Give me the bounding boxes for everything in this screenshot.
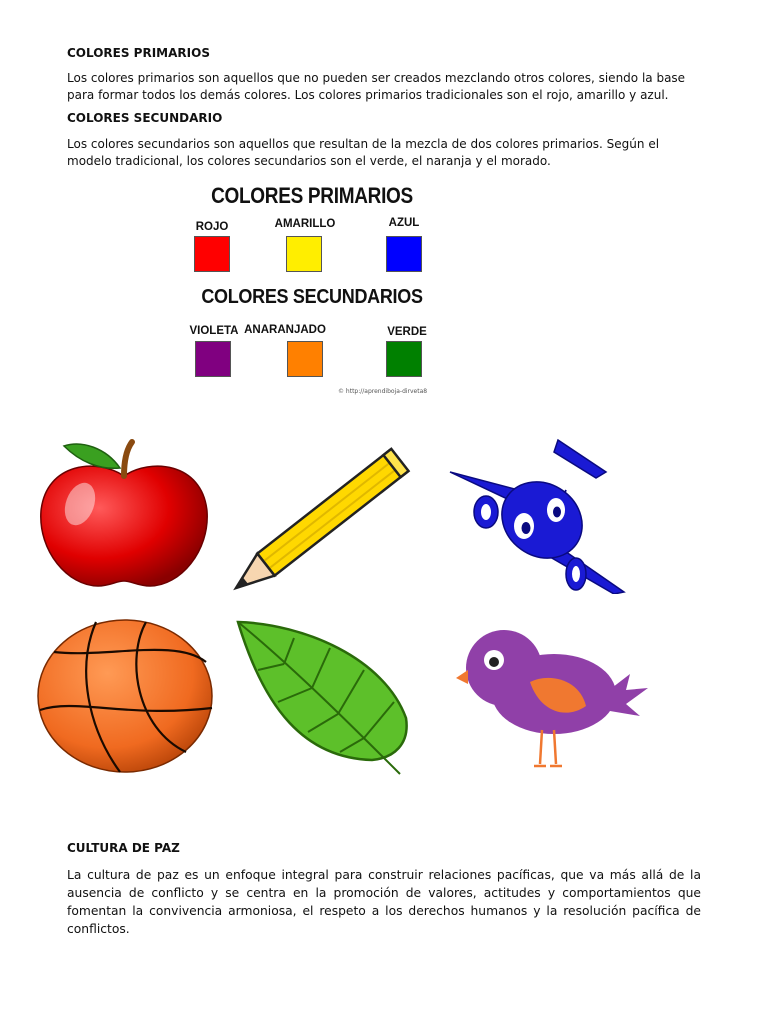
paragraph-colores-secundario: Los colores secundarios son aquellos que resultan de la mezcla de dos colores primarios. Según el modelo tradicional, los colores secundarios son el verde, el naranja y el morado. [67,137,660,168]
paragraph-colores-primarios: Los colores primarios son aquellos que no pueden ser creados mezclando otros colores, siendo la base para formar todos los demás colores. Los colores primarios tradicionales son el rojo, amarillo y azul. [67,71,686,102]
heading-colores-primarios: COLORES PRIMARIOS [67,46,210,60]
heading-cultura-de-paz: CULTURA DE PAZ [67,841,180,855]
heading-colores-secundario: COLORES SECUNDARIO [67,111,223,125]
basketball-icon [36,618,214,774]
label-amarillo: AMARILLO [274,218,336,230]
pencil-icon [230,436,414,594]
swatch-purple [195,341,231,377]
swatch-orange [287,341,323,377]
leaf-icon [234,618,410,776]
label-rojo: ROJO [195,221,229,233]
label-verde: VERDE [387,326,427,338]
swatch-blue [386,236,422,272]
chart-title-secondary: COLORES SECUNDARIOS [201,284,423,308]
paragraph-cultura-de-paz: La cultura de paz es un enfoque integral para construir relaciones pacíficas, que va más allá de la ausencia de conflicto y se centra en la promoción de valores, actitudes y comportamientos que fomentan la convivencia armoniosa, el respeto a los derechos humanos y la resolución pacífica de conflictos. [67,868,701,936]
label-azul: AZUL [388,217,420,229]
bird-icon [454,624,650,770]
chart-credit: © http://aprendiboja-dirveta8 [338,388,428,395]
label-anaranjado: ANARANJADO [244,324,326,336]
swatch-green [386,341,422,377]
swatch-yellow [286,236,322,272]
color-chart-image [178,180,446,402]
apple-icon [38,436,212,588]
label-violeta: VIOLETA [189,325,239,337]
airplane-icon [446,434,628,594]
swatch-red [194,236,230,272]
chart-title-primary: COLORES PRIMARIOS [211,184,413,209]
